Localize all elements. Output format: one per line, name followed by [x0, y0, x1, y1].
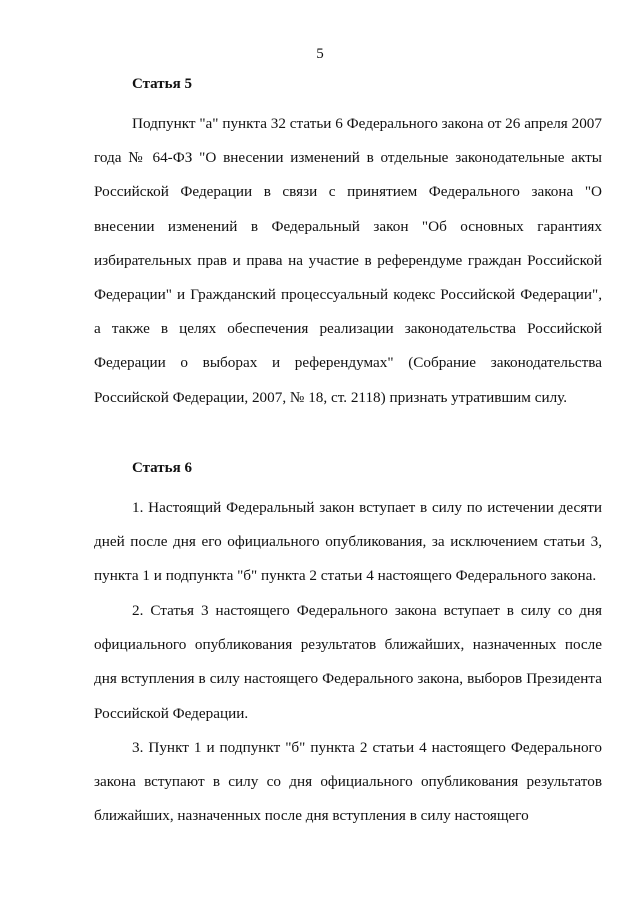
article-6-heading: Статья 6 [132, 460, 192, 476]
article-6-paragraph-1: 1. Настоящий Федеральный закон вступает в силу по истечении десяти дней после дня его официального опубликования, за исключением статьи 3, пункта 1 и подпункта "б" пункта 2 статьи 4 настоящего Федерального закона. [94, 499, 602, 585]
article-5-heading: Статья 5 [132, 76, 192, 92]
article-5-paragraph: Подпункт "а" пункта 32 статьи 6 Федерального закона от 26 апреля 2007 года № 64-ФЗ "О внесении изменений в отдельные законодательные акты Российской Федерации в связи с принятием Федерального закона "О внесении изменений в Федеральный закон "Об основных гарантиях избирательных прав и права на участие в референдуме граждан Российской Федерации" и Гражданский процессуальный кодекс Российской Федерации", а также в целях обеспечения реализации законодательства Российской Федерации о выборах и референдумах" (Собрание законодательства Российской Федерации, 2007, № 18, ст. 2118) признать утратившим силу. [94, 115, 602, 406]
page-number: 5 [316, 46, 324, 62]
article-6-paragraph-3: 3. Пункт 1 и подпункт "б" пункта 2 статьи 4 настоящего Федерального закона вступают в силу со дня официального опубликования результатов ближайших, назначенных после дня вступления в силу настоящего [94, 739, 602, 825]
article-6-paragraph-2: 2. Статья 3 настоящего Федерального закона вступает в силу со дня официального опубликования результатов ближайших, назначенных после дня вступления в силу настоящего Федерального закона, выборов Президента Российской Федерации. [94, 602, 602, 722]
